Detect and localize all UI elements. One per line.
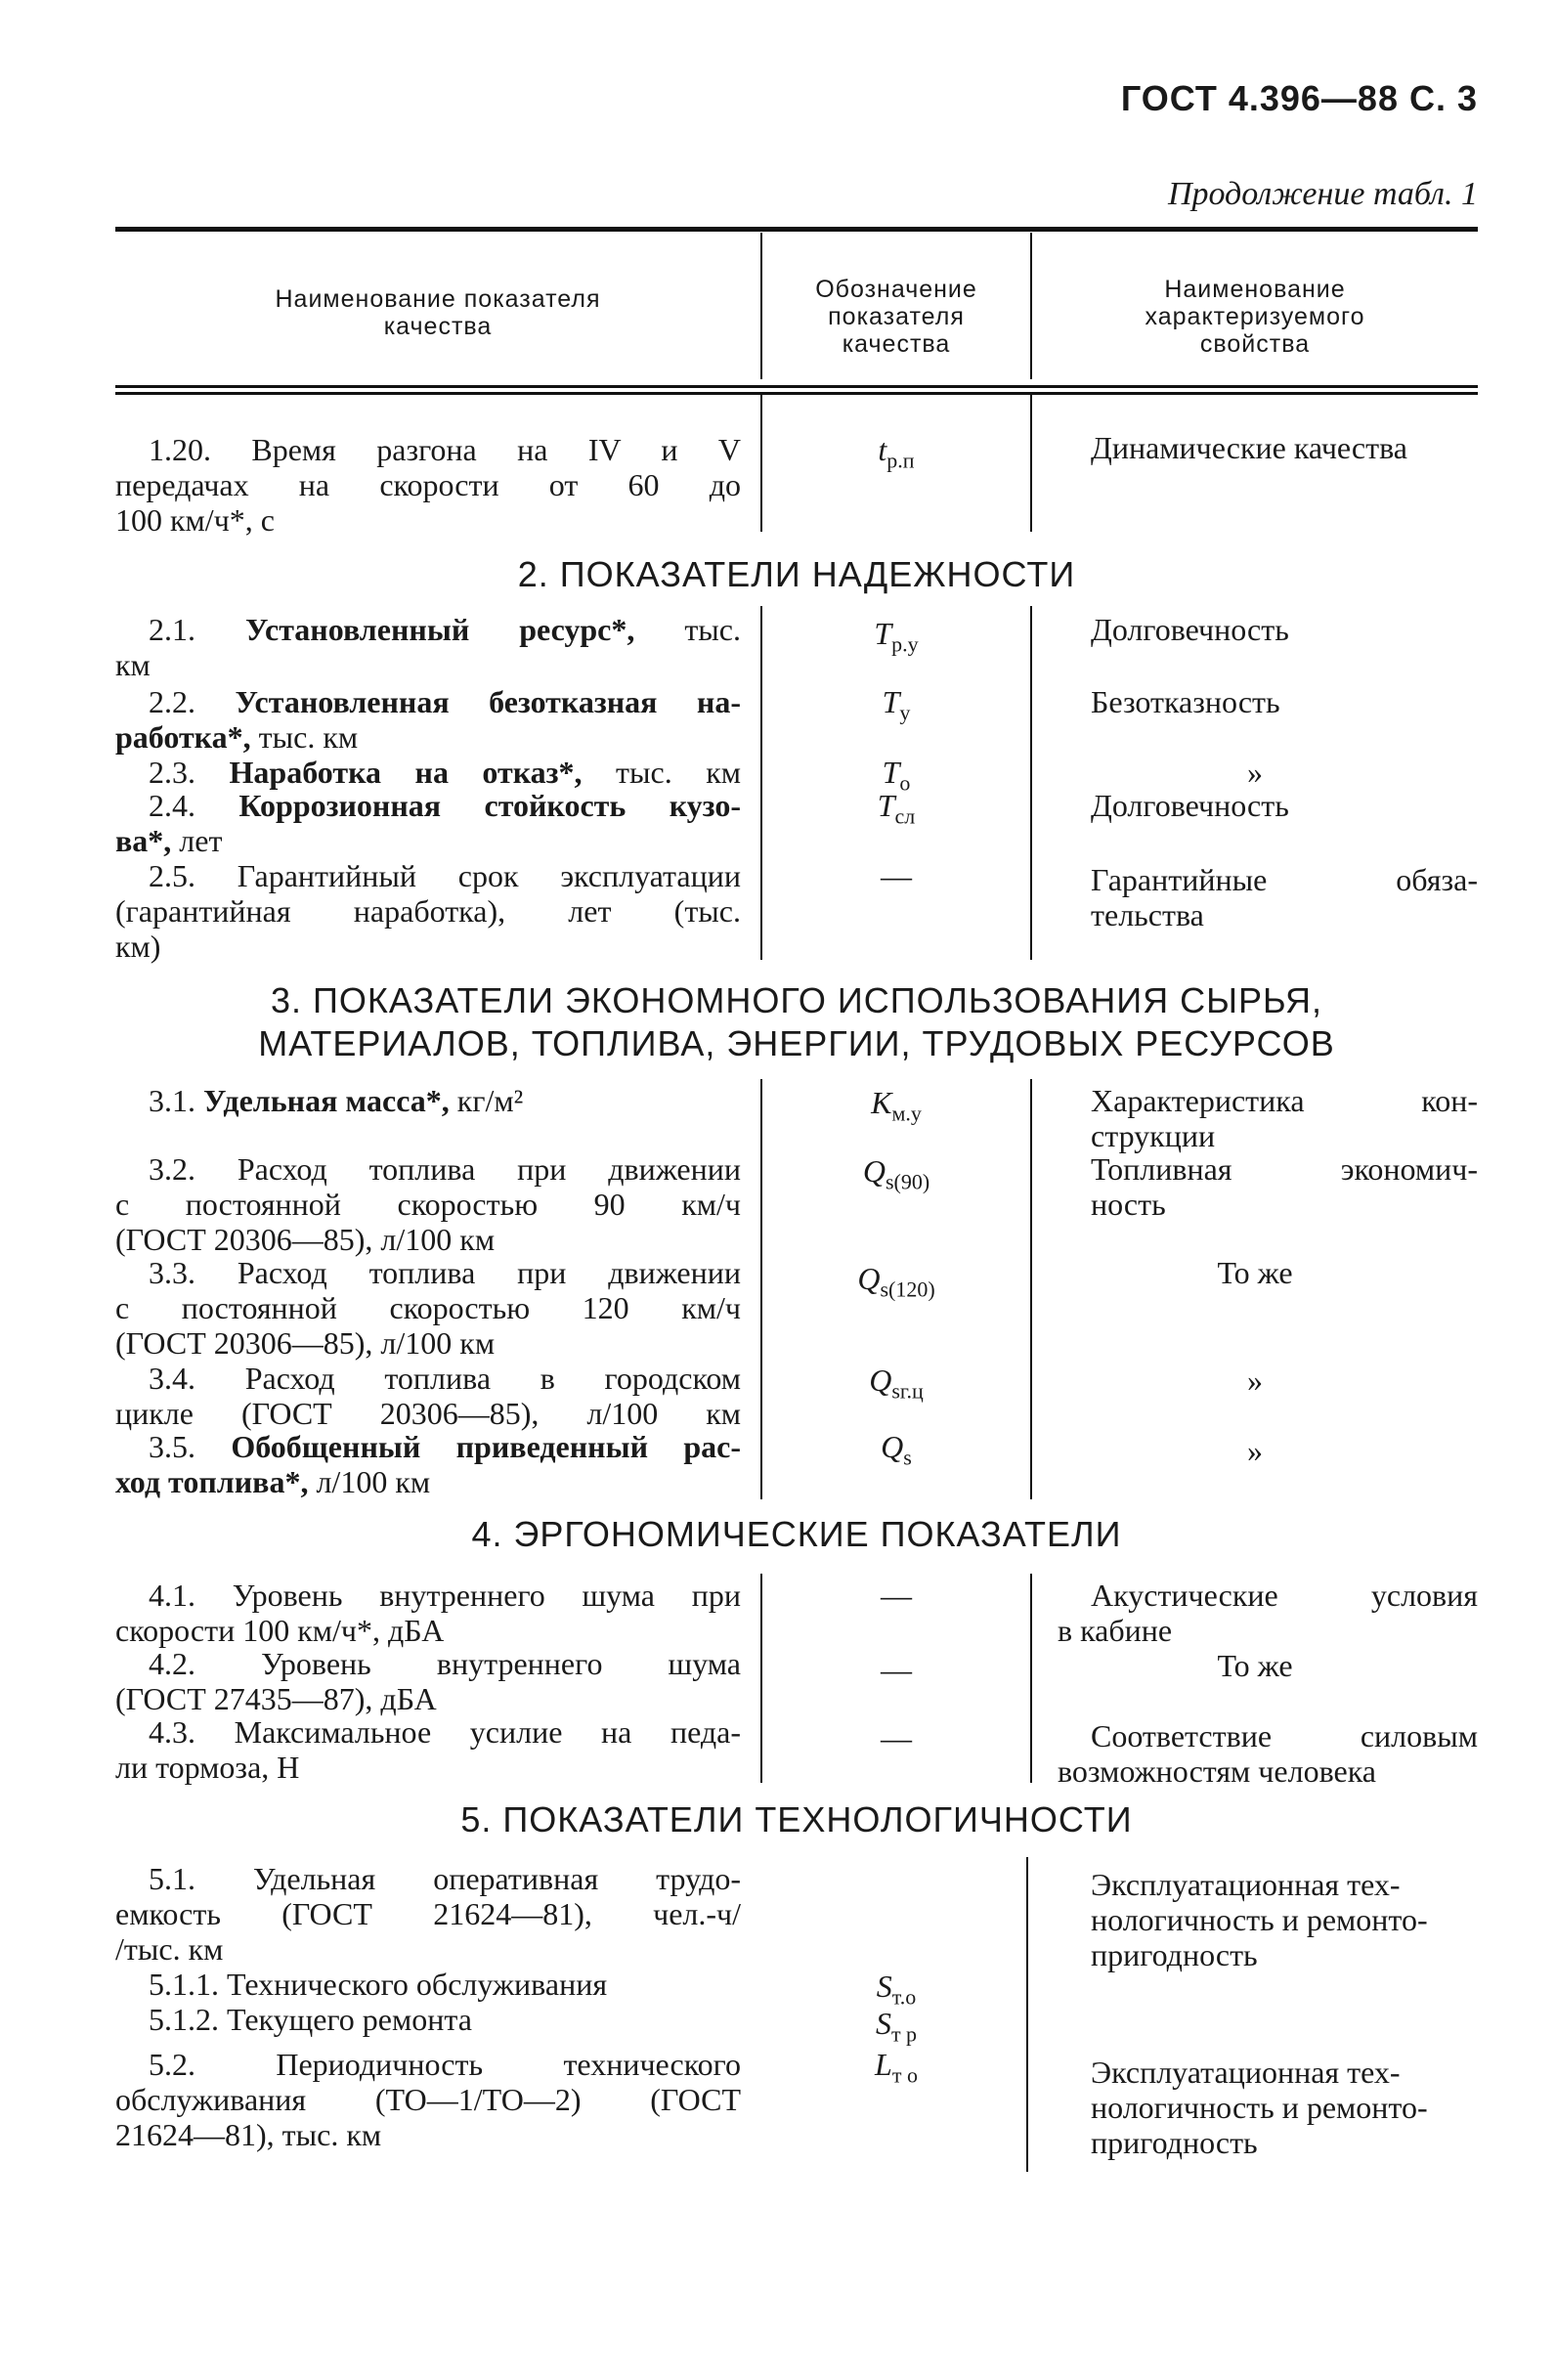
property-text: пригодность bbox=[1091, 2125, 1258, 2160]
property-text: Акустические условия bbox=[1091, 1578, 1478, 1613]
column-divider bbox=[1030, 606, 1032, 960]
header-bottom-rule bbox=[115, 385, 1478, 395]
property-text: Долговечность bbox=[1091, 788, 1289, 823]
row-text: 5.1.1. Технического обслуживания bbox=[149, 1967, 608, 2002]
row-text: 2.5. Гарантийный срок эксплуатации bbox=[149, 858, 741, 893]
row-text: 5.1.2. Текущего ремонта bbox=[149, 2002, 472, 2037]
designation-symbol: $K_{м.у}$ bbox=[871, 1085, 922, 1126]
column-divider bbox=[760, 1574, 762, 1783]
row-text: 2.4. Коррозионная стойкость кузо- bbox=[149, 788, 742, 823]
property-text: » bbox=[1247, 755, 1263, 790]
column-divider bbox=[1030, 1574, 1032, 1783]
designation-symbol: $T_у$ bbox=[882, 684, 911, 725]
page-header: ГОСТ 4.396—88 С. 3 bbox=[1120, 78, 1478, 118]
row-text: передачах на скорости от 60 до bbox=[115, 467, 741, 502]
row-text: (гарантийная наработка), лет (тыс. bbox=[115, 893, 741, 929]
designation-dash: — bbox=[881, 1578, 912, 1613]
row-text: /тыс. км bbox=[115, 1931, 224, 1967]
row-text: 5.1. Удельная оперативная трудо- bbox=[149, 1861, 741, 1896]
property-text: Динамические качества bbox=[1091, 430, 1407, 465]
row-text: 4.2. Уровень внутреннего шума bbox=[149, 1646, 741, 1681]
designation-symbol: $L_{т о}$ bbox=[875, 2047, 918, 2088]
row-text: 4.1. Уровень внутреннего шума при bbox=[149, 1578, 741, 1613]
property-text: Топливная экономич- bbox=[1091, 1151, 1478, 1187]
column-divider bbox=[760, 1079, 762, 1499]
property-text: Гарантийные обяза- bbox=[1091, 862, 1478, 897]
row-text: скорости 100 км/ч*, дБА bbox=[115, 1613, 445, 1648]
property-text: Соответствие силовым bbox=[1091, 1718, 1478, 1753]
designation-symbol: $T_{сл}$ bbox=[877, 788, 916, 829]
row-text: 3.5. Обобщенный приведенный рас- bbox=[149, 1429, 741, 1464]
section-title: 2. ПОКАЗАТЕЛИ НАДЕЖНОСТИ bbox=[517, 554, 1076, 594]
property-text: струкции bbox=[1091, 1118, 1216, 1153]
property-text: Эксплуатационная тех- bbox=[1091, 1867, 1401, 1902]
designation-symbol: $t_{р.п}$ bbox=[878, 432, 915, 473]
row-text: цикле (ГОСТ 20306—85), л/100 км bbox=[115, 1396, 741, 1431]
designation-symbol: $Q_{s(90)}$ bbox=[862, 1153, 930, 1194]
row-text: (ГОСТ 20306—85), л/100 км bbox=[115, 1222, 496, 1257]
row-text: 3.2. Расход топлива при движении bbox=[149, 1151, 741, 1187]
row-text: ли тормоза, Н bbox=[115, 1750, 300, 1785]
header-col-property: Наименование характеризуемого свойства bbox=[1145, 276, 1365, 358]
table-top-rule bbox=[115, 227, 1478, 232]
header-col-designation: Обозначение показателя качества bbox=[815, 276, 977, 358]
column-divider bbox=[1030, 1079, 1032, 1499]
property-text: возможностям человека bbox=[1058, 1753, 1376, 1789]
row-text: ход топлива*, л/100 км bbox=[115, 1464, 431, 1499]
property-text: нологичность и ремонто- bbox=[1091, 1902, 1428, 1937]
property-text: То же bbox=[1217, 1648, 1293, 1683]
row-text: с постоянной скоростью 90 км/ч bbox=[115, 1187, 741, 1222]
property-text: в кабине bbox=[1058, 1613, 1173, 1648]
property-text: нологичность и ремонто- bbox=[1091, 2090, 1428, 2125]
header-col-indicator-name: Наименование показателя качества bbox=[275, 285, 601, 340]
row-text: 2.2. Установленная безотказная на- bbox=[149, 684, 741, 719]
property-text: То же bbox=[1217, 1255, 1293, 1290]
row-text: 3.1. Удельная масса*, кг/м² bbox=[149, 1083, 524, 1118]
section-title: 4. ЭРГОНОМИЧЕСКИЕ ПОКАЗАТЕЛИ bbox=[471, 1514, 1122, 1554]
row-text: 21624—81), тыс. км bbox=[115, 2117, 382, 2152]
designation-symbol: $Q_{sг.ц}$ bbox=[869, 1363, 924, 1404]
designation-symbol: $T_{р.у}$ bbox=[874, 616, 919, 657]
row-text: с постоянной скоростью 120 км/ч bbox=[115, 1290, 741, 1325]
row-text: 1.20. Время разгона на IV и V bbox=[149, 432, 741, 467]
designation-symbol: $Q_{s(120)}$ bbox=[857, 1261, 935, 1302]
row-text: работка*, тыс. км bbox=[115, 719, 359, 755]
designation-symbol: $S_{т.о}$ bbox=[876, 1969, 917, 2010]
property-text: Характеристика кон- bbox=[1091, 1083, 1478, 1118]
property-text: пригодность bbox=[1091, 1937, 1258, 1972]
designation-symbol: $Q_s$ bbox=[881, 1429, 912, 1470]
row-text: 4.3. Максимальное усилие на педа- bbox=[149, 1714, 741, 1750]
property-text: ность bbox=[1091, 1187, 1166, 1222]
designation-dash: — bbox=[881, 858, 912, 893]
property-text: Эксплуатационная тех- bbox=[1091, 2055, 1401, 2090]
section-title: 5. ПОКАЗАТЕЛИ ТЕХНОЛОГИЧНОСТИ bbox=[460, 1799, 1133, 1839]
column-divider bbox=[1030, 395, 1032, 532]
column-divider bbox=[760, 606, 762, 960]
row-text: ва*, лет bbox=[115, 823, 223, 858]
designation-symbol: $S_{т р}$ bbox=[875, 2006, 918, 2047]
table-continuation-label: Продолжение табл. 1 bbox=[1167, 176, 1478, 212]
row-text: 3.4. Расход топлива в городском bbox=[149, 1361, 741, 1396]
row-text: (ГОСТ 27435—87), дБА bbox=[115, 1681, 437, 1716]
row-text: 3.3. Расход топлива при движении bbox=[149, 1255, 741, 1290]
row-text: км) bbox=[115, 929, 161, 964]
column-divider bbox=[760, 395, 762, 532]
designation-symbol: $T_о$ bbox=[882, 755, 911, 796]
property-text: тельства bbox=[1091, 897, 1204, 932]
property-text: » bbox=[1247, 1363, 1263, 1398]
row-text: (ГОСТ 20306—85), л/100 км bbox=[115, 1325, 496, 1361]
designation-dash: — bbox=[881, 1720, 912, 1755]
property-text: » bbox=[1247, 1433, 1263, 1468]
section-title: 3. ПОКАЗАТЕЛИ ЭКОНОМНОГО ИСПОЛЬЗОВАНИЯ СЫРЬЯ, МАТЕРИАЛОВ, ТОПЛИВА, ЭНЕРГИИ, ТРУДОВЫХ РЕСУРСОВ bbox=[258, 980, 1335, 1063]
row-text: емкость (ГОСТ 21624—81), чел.-ч/ bbox=[115, 1896, 741, 1931]
row-text: обслуживания (ТО—1/ТО—2) (ГОСТ bbox=[115, 2082, 741, 2117]
property-text: Безотказность bbox=[1091, 684, 1280, 719]
header-divider bbox=[760, 233, 762, 379]
row-text: 2.1. Установленный ресурс*, тыс. bbox=[149, 612, 742, 647]
property-text: Долговечность bbox=[1091, 612, 1289, 647]
row-text: 5.2. Периодичность технического bbox=[149, 2047, 741, 2082]
column-divider bbox=[1026, 1857, 1028, 2172]
header-divider bbox=[1030, 233, 1032, 379]
row-text: 2.3. Наработка на отказ*, тыс. км bbox=[149, 755, 742, 790]
row-text: 100 км/ч*, с bbox=[115, 502, 275, 538]
designation-dash: — bbox=[881, 1652, 912, 1687]
row-text: км bbox=[115, 647, 151, 682]
